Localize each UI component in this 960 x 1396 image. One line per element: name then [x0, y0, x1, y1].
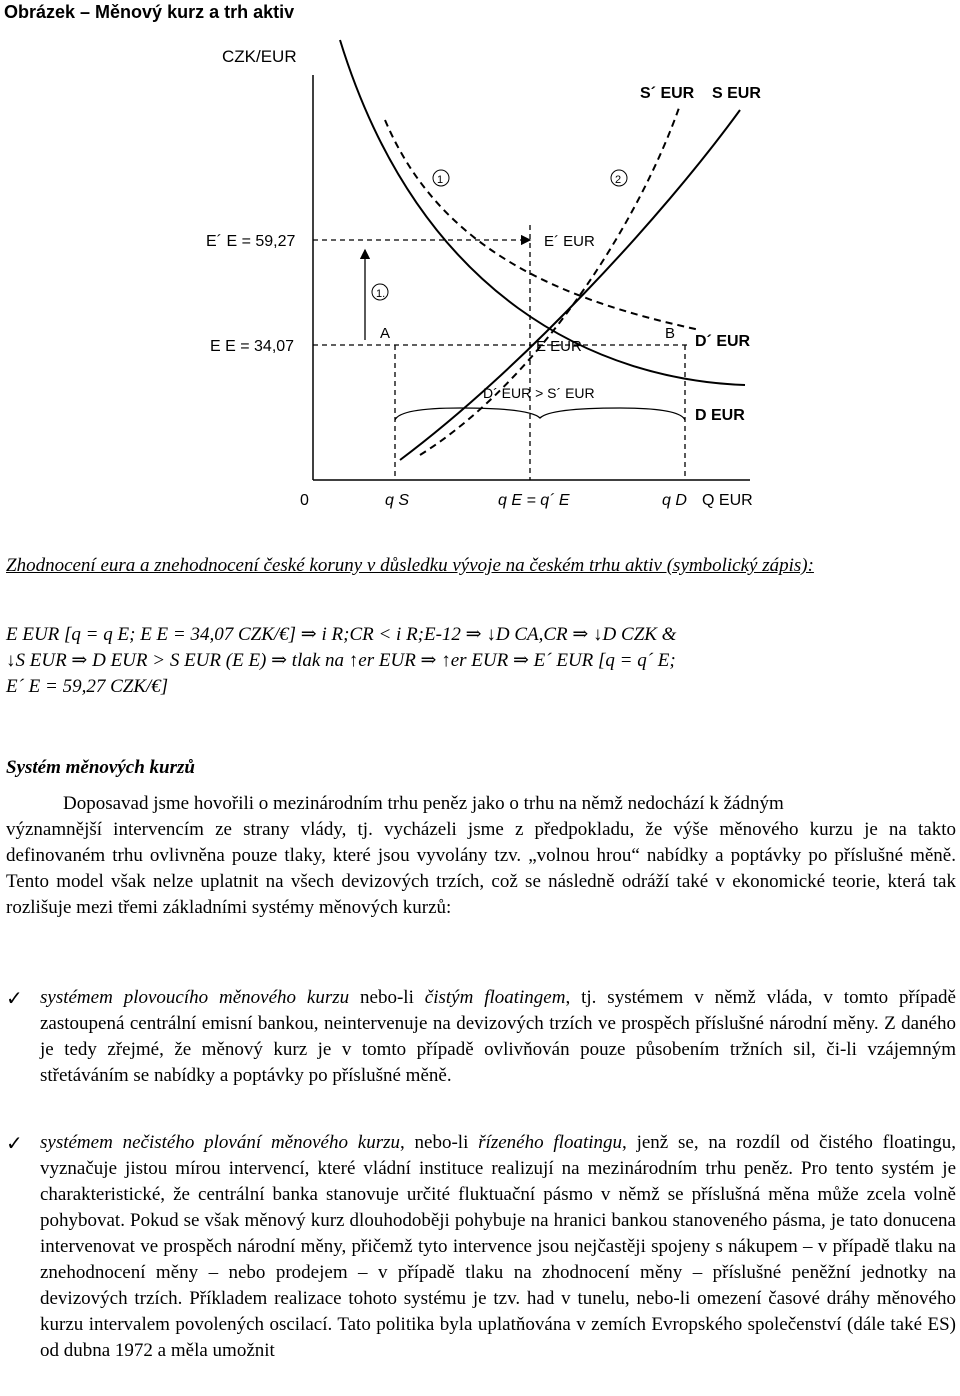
s-label: S EUR [712, 85, 761, 102]
gap-brace [395, 408, 685, 420]
figure-caption: Zhodnocení eura a znehodnocení české koruny v důsledku vývoje na českém trhu aktiv (symbolický zápis): [6, 555, 814, 576]
step-2-label: 2 [615, 174, 622, 186]
formula-block [6, 622, 956, 700]
rate-new-label: E´ E = 59,27 [206, 233, 296, 250]
formula-line-1: E EUR [q = q E; E E = 34,07 CZK/€] ⇒ i R;CR < i R;E-12 ⇒ ↓D CA,CR ⇒ ↓D CZK & [6, 624, 677, 645]
list-item [6, 985, 956, 1089]
gap-label: D´ EUR > S´ EUR [483, 385, 595, 401]
rate-old-label: E E = 34,07 [210, 338, 295, 355]
list-connector: , nebo-li [399, 1132, 479, 1153]
list-term: systémem nečistého plování měnového kurzu [40, 1132, 400, 1153]
list-alt-term: čistým floatingem [424, 987, 566, 1008]
step-1-label: 1 [437, 174, 444, 186]
point-a-label: A [380, 325, 391, 342]
figure-title: Obrázek – Měnový kurz a trh aktiv [4, 2, 295, 22]
list-term: systémem plovoucího měnového kurzu [40, 987, 350, 1008]
x-tick-qd: q D [662, 492, 687, 509]
intro-paragraph [6, 791, 956, 921]
formula-line-3: E´ E = 59,27 CZK/€] [6, 676, 169, 697]
list-connector: nebo-li [349, 987, 425, 1008]
formula-line-2: ↓S EUR ⇒ D EUR > S EUR (E E) ⇒ tlak na ↑er EUR ⇒ ↑er EUR ⇒ E´ EUR [q = q´ E; [6, 650, 676, 671]
s-prime-label: S´ EUR [640, 85, 695, 102]
x-tick-qe: q E = q´ E [498, 492, 570, 509]
supply-curve-s-prime [420, 105, 680, 455]
paragraph-rest: významnější intervencím ze strany vlády, tj. vycházeli jsme z předpokladu, že výše měnového kurzu je na takto definovaném trhu ovlivněna pouze tlaky, které jsou vyvolány tzv. „volnou hrou“ nabídky a poptávky po příslušné měně. Tento model však nelze uplatnit na všech devizových trzích, což se následně odráží také v ekonomické teorie, která tak rozlišuje mezi třemi základními systémy měnových kurzů: [6, 819, 956, 918]
paragraph-first-line: Doposavad jsme hovořili o mezinárodním trhu peněz jako o trhu na němž nedochází k žádným [63, 793, 784, 814]
list-item [6, 1130, 956, 1364]
list-text: , jenž se, na rozdíl od čistého floatingu, vyznačuje jistou mírou intervencí, které vládní instituce realizují na mezinárodním trhu peněz. Pro tento systém je charakteristické, že centrální banka stanovuje určité fluktuační pásmo v němž se příslušná měna může zcela volně pohybovat. Pokud se však měnový kurz dlouhodoběji pohybuje na hranici bankou stanoveného pásma, je tato donucena intervenovat ve prospěch národní měny, přičemž tyto intervence jsou nejčastěji spojeny s nákupem – v případě tlaku na znehodnocení měny – nebo prodejem – v případě tlaku na zhodnocení měny – příslušné peněžní jednotky na devizových trzích. Příkladem realizace tohoto systému je tzv. had v tunelu, nebo-li omezení časové dráhy měnového kurzu intervalem povolených oscilací. Tato politika byla uplatňována v zemích Evropského společenství (dále také ES) od dubna 1972 a měla umožnit [40, 1132, 956, 1361]
x-axis-label: Q EUR [702, 492, 753, 509]
origin-label: 0 [300, 492, 309, 509]
section-heading: Systém měnových kurzů [6, 757, 195, 778]
list-alt-term: řízeného floatingu [478, 1132, 623, 1153]
y-axis-label: CZK/EUR [222, 47, 297, 66]
exchange-rate-diagram [0, 0, 960, 530]
point-b-label: B [665, 325, 676, 342]
d-label: D EUR [695, 407, 745, 424]
point-e-label: E EUR [536, 338, 582, 355]
point-e-prime-label: E´ EUR [544, 233, 595, 250]
d-prime-label: D´ EUR [695, 333, 751, 350]
check-icon: ✓ [6, 1131, 23, 1155]
check-icon: ✓ [6, 986, 23, 1010]
list-text: , tj. systémem v němž vláda, v tomto případě zastoupená centrální emisní bankou, neintervenuje na devizových trzích ve prospěch příslušné národní měny. Z daného je tedy zřejmé, že měnový kurz je v tomto případě ovlivňován pouze působením tržních sil, či-li vzájemným střetáváním se nabídky a poptávky po příslušné měně. [40, 987, 956, 1086]
step-i-label: 1. [376, 288, 386, 300]
x-tick-qs: q S [385, 492, 410, 509]
